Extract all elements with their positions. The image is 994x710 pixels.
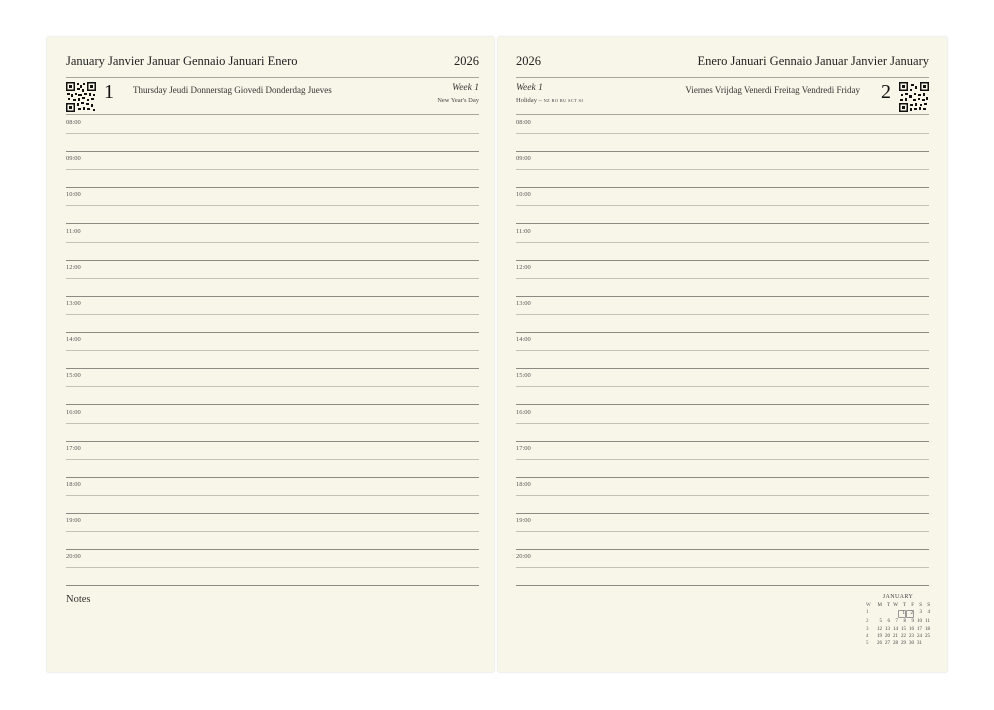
time-label: 12:00: [516, 263, 531, 271]
time-slot[interactable]: [66, 550, 479, 586]
half-hour-line: [66, 386, 479, 387]
half-hour-line: [516, 423, 929, 424]
hour-line: [66, 585, 479, 586]
year-label: 2026: [516, 54, 541, 68]
half-hour-line: [66, 205, 479, 206]
occasion-label: New Year's Day: [437, 97, 479, 104]
mini-calendar-day: 30: [909, 640, 914, 646]
half-hour-line: [66, 242, 479, 243]
mini-calendar-day: 6: [887, 619, 890, 625]
week-label: Week 1: [516, 83, 543, 93]
time-label: 09:00: [66, 155, 81, 163]
mini-calendar-day: [882, 610, 890, 618]
time-label: 11:00: [66, 227, 81, 235]
qr-code-icon: [66, 82, 96, 112]
time-slot[interactable]: [66, 225, 479, 261]
time-label: 18:00: [66, 481, 81, 488]
mini-calendar-header: M: [877, 603, 882, 608]
mini-calendar-day: 4: [927, 610, 930, 616]
time-label: 20:00: [66, 553, 81, 561]
time-slot[interactable]: [516, 297, 929, 333]
time-label: 19:00: [66, 517, 81, 525]
time-label: 17:00: [66, 444, 81, 452]
day-names-multilingual: Viernes Vrijdag Venerdi Freitag Vendredi Friday: [685, 85, 860, 95]
mini-calendar-day: 28: [893, 640, 898, 646]
time-label: 18:00: [516, 481, 531, 488]
half-hour-line: [516, 495, 929, 496]
half-hour-line: [66, 133, 479, 134]
time-label: 17:00: [516, 444, 531, 452]
mini-calendar-day: 3: [919, 610, 922, 616]
time-label: 08:00: [516, 119, 531, 126]
time-slot[interactable]: [516, 478, 929, 514]
mini-calendar-header: S: [927, 603, 930, 608]
mini-calendar-day: [874, 610, 882, 618]
day-header-divider: [66, 114, 479, 115]
mini-calendar-day: 16: [909, 626, 914, 632]
time-slot[interactable]: [516, 261, 929, 297]
mini-calendar-day: [890, 610, 898, 618]
mini-calendar: [866, 594, 930, 647]
holiday-label: Holiday –: [516, 97, 542, 104]
mini-calendar-day: 11: [925, 619, 930, 625]
time-slot[interactable]: [66, 333, 479, 369]
time-label: 11:00: [516, 227, 531, 235]
half-hour-line: [66, 531, 479, 532]
half-hour-line: [516, 133, 929, 134]
time-slot[interactable]: [66, 514, 479, 550]
time-label: 10:00: [516, 191, 531, 199]
time-slot[interactable]: [516, 406, 929, 442]
mini-calendar-header: W: [866, 603, 871, 608]
mini-calendar-day: 18: [925, 626, 930, 632]
mini-calendar-title: JANUARY: [882, 594, 914, 600]
mini-calendar-day: [922, 641, 930, 647]
time-slot[interactable]: [516, 116, 929, 152]
month-names-header: Enero Januari Gennaio Januar Janvier January: [697, 54, 929, 68]
mini-calendar-day: 19: [877, 633, 882, 639]
holiday-note: [516, 97, 583, 104]
mini-calendar-week-number: 4: [866, 633, 869, 639]
time-slot[interactable]: [66, 406, 479, 442]
mini-calendar-week-number: 5: [866, 640, 869, 646]
time-label: 16:00: [516, 408, 531, 416]
time-slot[interactable]: [516, 333, 929, 369]
mini-calendar-day: 31: [917, 640, 922, 646]
half-hour-line: [516, 205, 929, 206]
time-slot[interactable]: [516, 550, 929, 586]
hour-line: [516, 585, 929, 586]
mini-calendar-day: 8: [903, 619, 906, 625]
time-label: 16:00: [66, 408, 81, 416]
time-slot[interactable]: [66, 478, 479, 514]
mini-calendar-day: 23: [909, 633, 914, 639]
qr-code-icon: [899, 82, 929, 112]
half-hour-line: [66, 567, 479, 568]
mini-calendar-day: 14: [893, 626, 898, 632]
half-hour-line: [66, 423, 479, 424]
half-hour-line: [516, 386, 929, 387]
day-names-multilingual: Thursday Jeudi Donnerstag Giovedi Donderdag Jueves: [133, 85, 332, 95]
mini-calendar-day: 22: [901, 633, 906, 639]
half-hour-line: [516, 350, 929, 351]
half-hour-line: [516, 242, 929, 243]
time-label: 12:00: [66, 263, 81, 271]
time-label: 20:00: [516, 553, 531, 561]
time-slot[interactable]: [66, 369, 479, 405]
mini-calendar-day: 13: [885, 626, 890, 632]
mini-calendar-header: S: [919, 603, 922, 608]
mini-calendar-day: 7: [895, 619, 898, 625]
half-hour-line: [66, 278, 479, 279]
time-slot[interactable]: [66, 297, 479, 333]
mini-calendar-grid: [866, 603, 930, 647]
left-page: [47, 37, 494, 672]
year-label: 2026: [454, 54, 479, 68]
time-label: 19:00: [516, 517, 531, 525]
mini-calendar-day: 9: [911, 619, 914, 625]
mini-calendar-day: 17: [917, 626, 922, 632]
week-label: Week 1: [452, 83, 479, 93]
mini-calendar-header: F: [911, 603, 914, 608]
time-label: 13:00: [516, 300, 531, 307]
half-hour-line: [66, 350, 479, 351]
mini-calendar-day: 26: [877, 640, 882, 646]
half-hour-line: [516, 459, 929, 460]
time-slot[interactable]: [516, 225, 929, 261]
right-page: [498, 37, 947, 672]
mini-calendar-header: W: [893, 603, 898, 608]
mini-calendar-day: 21: [893, 633, 898, 639]
time-slot[interactable]: [516, 369, 929, 405]
time-label: 14:00: [66, 336, 81, 344]
time-slot[interactable]: [66, 188, 479, 224]
half-hour-line: [66, 314, 479, 315]
day-header-divider: [516, 114, 929, 115]
half-hour-line: [516, 314, 929, 315]
mini-calendar-header: T: [886, 603, 890, 608]
mini-calendar-day: 27: [885, 640, 890, 646]
header-divider: [66, 77, 479, 78]
time-label: 15:00: [516, 372, 531, 380]
notes-label: Notes: [66, 594, 91, 605]
mini-calendar-day: 20: [885, 633, 890, 639]
half-hour-line: [516, 567, 929, 568]
month-names-header: January Janvier Januar Gennaio Januari Enero: [66, 54, 298, 68]
mini-calendar-week-number: 2: [866, 619, 869, 625]
time-slot[interactable]: [516, 514, 929, 550]
time-slot[interactable]: [66, 116, 479, 152]
time-label: 08:00: [66, 119, 81, 126]
mini-calendar-day: 12: [877, 626, 882, 632]
half-hour-line: [66, 495, 479, 496]
mini-calendar-week-number: 3: [866, 626, 869, 632]
mini-calendar-day: 10: [917, 619, 922, 625]
mini-calendar-day: 15: [901, 626, 906, 632]
mini-calendar-day: 1: [898, 610, 906, 618]
half-hour-line: [516, 169, 929, 170]
time-slot[interactable]: [516, 152, 929, 188]
holiday-region-codes: NZ RO RU SCT SI: [543, 98, 584, 103]
mini-calendar-day: 5: [879, 619, 882, 625]
mini-calendar-header: T: [902, 603, 906, 608]
time-slot[interactable]: [66, 442, 479, 478]
mini-calendar-day: 29: [901, 640, 906, 646]
time-label: 09:00: [516, 155, 531, 163]
half-hour-line: [66, 459, 479, 460]
time-slot[interactable]: [516, 188, 929, 224]
half-hour-line: [516, 278, 929, 279]
day-number: 1: [104, 81, 114, 103]
half-hour-line: [516, 531, 929, 532]
time-label: 14:00: [516, 336, 531, 344]
mini-calendar-day: 2: [906, 610, 914, 618]
time-slot[interactable]: [66, 152, 479, 188]
day-number: 2: [881, 81, 891, 103]
mini-calendar-week-number: 1: [866, 610, 869, 616]
mini-calendar-day: 24: [917, 633, 922, 639]
time-slot[interactable]: [66, 261, 479, 297]
time-label: 13:00: [66, 300, 81, 307]
half-hour-line: [66, 169, 479, 170]
mini-calendar-day: 25: [925, 633, 930, 639]
header-divider: [516, 77, 929, 78]
time-label: 10:00: [66, 191, 81, 199]
time-slot[interactable]: [516, 442, 929, 478]
time-label: 15:00: [66, 372, 81, 380]
